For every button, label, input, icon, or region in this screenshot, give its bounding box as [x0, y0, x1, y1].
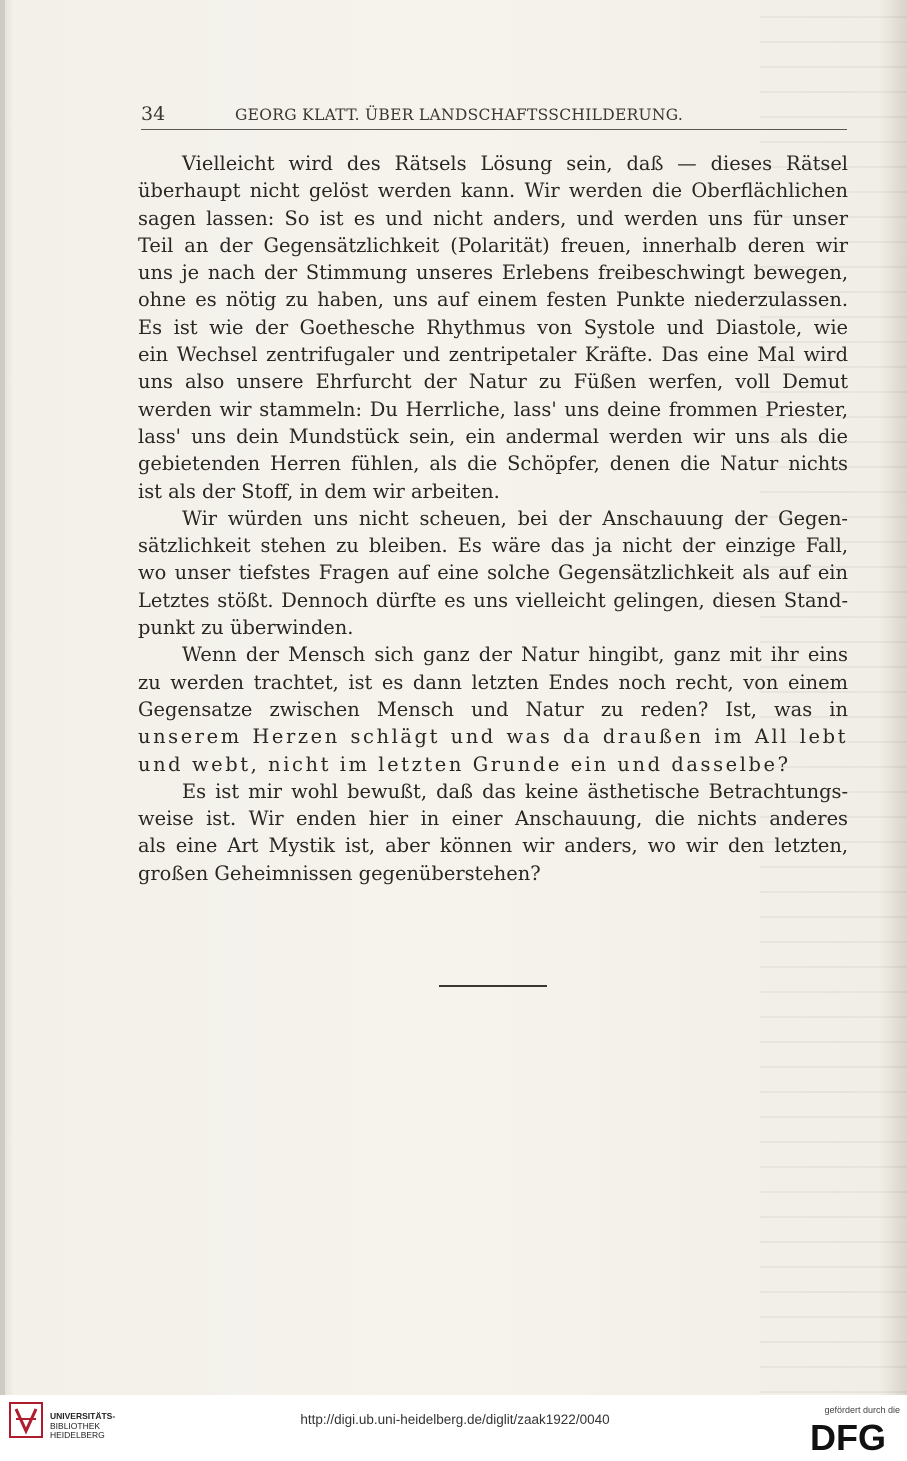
text-line: Es ist mir wohl bewußt, daß das keine ästhetische Betrachtungs- — [182, 779, 848, 803]
permalink-url[interactable]: http://digi.ub.uni-heidelberg.de/diglit/zaak1922/0040 — [300, 1412, 610, 1427]
text-line: Wir würden uns nicht scheuen, bei der Anschauung der Gegen- — [182, 506, 848, 530]
text-line: uns also unsere Ehrfurcht der Natur zu Füßen werfen, voll Demut — [138, 370, 848, 394]
text-line: wo unser tiefstes Fragen auf eine solche Gegensätzlichkeit als auf ein — [138, 561, 848, 585]
library-logo[interactable] — [8, 1401, 118, 1445]
text-line: sätzlichkeit stehen zu bleiben. Es wäre das ja nicht der einzige Fall, — [138, 534, 848, 558]
text-line: unserem Herzen schlägt und was da draußen im All lebt — [138, 725, 848, 749]
page-header — [141, 101, 847, 129]
text-line: sagen lassen: So ist es und nicht anders, und werden uns für unser — [138, 206, 848, 230]
text-line: Wenn der Mensch sich ganz der Natur hingibt, ganz mit ihr eins — [182, 643, 848, 667]
text-line: uns je nach der Stimmung unseres Erlebens freibeschwingt bewegen, — [138, 261, 848, 285]
viewer-footer — [0, 1395, 907, 1461]
text-line: ein Wechsel zentrifugaler und zentripetaler Kräfte. Das eine Mal wird — [138, 343, 848, 367]
text-line: Vielleicht wird des Rätsels Lösung sein, daß — dieses Rätsel — [182, 152, 848, 175]
text-line: als eine Art Mystik ist, aber können wir anders, wo wir den letzten, — [138, 834, 848, 858]
body-text — [138, 150, 848, 887]
section-end-rule — [439, 985, 547, 987]
page-number: 34 — [141, 103, 166, 125]
ub-heidelberg-logo-icon — [8, 1401, 44, 1439]
page-gutter-shadow — [0, 0, 5, 1395]
text-line: lass' uns dein Mundstück sein, ein andermal werden wir uns als die — [138, 424, 848, 448]
text-line: punkt zu überwinden. — [138, 616, 354, 640]
text-line: werden wir stammeln: Du Herrliche, lass' uns deine frommen Priester, — [138, 397, 848, 421]
text-line: Letztes stößt. Dennoch dürfte es uns vielleicht gelingen, diesen Stand- — [138, 588, 848, 612]
funding-caption: gefördert durch die — [824, 1405, 900, 1415]
header-rule — [141, 129, 847, 130]
text-line: Teil an der Gegensätzlichkeit (Polarität) freuen, innerhalb deren wir — [138, 233, 848, 257]
text-line: und webt, nicht im letzten Grunde ein und dasselbe? — [138, 752, 791, 776]
dfg-logo-icon[interactable] — [808, 1416, 898, 1456]
text-line: Gegensatze zwischen Mensch und Natur zu reden? Ist, was in — [138, 697, 848, 721]
text-line: überhaupt nicht gelöst werden kann. Wir werden die Oberflächlichen — [138, 179, 848, 203]
library-name-line3: HEIDELBERG — [50, 1430, 105, 1440]
text-line: großen Geheimnissen gegenüberstehen? — [138, 861, 541, 885]
running-head: GEORG KLATT. ÜBER LANDSCHAFTSSCHILDERUNG. — [235, 106, 684, 124]
library-name-line1: UNIVERSITÄTS- — [50, 1411, 116, 1421]
library-name — [50, 1412, 115, 1441]
funder-wordmark: DFG — [810, 1417, 886, 1456]
text-line: zu werden trachtet, ist es dann letzten Endes noch recht, von einem — [138, 670, 848, 694]
text-line: gebietenden Herren fühlen, als die Schöpfer, denen die Natur nichts — [138, 452, 848, 476]
library-name-line2: BIBLIOTHEK — [50, 1420, 101, 1431]
text-line: Es ist wie der Goethesche Rhythmus von Systole und Diastole, wie — [138, 315, 848, 339]
text-line: ohne es nötig zu haben, uns auf einem festen Punkte niederzulassen. — [138, 288, 848, 312]
text-line: ist als der Stoff, in dem wir arbeiten. — [138, 479, 500, 503]
text-line: weise ist. Wir enden hier in einer Anschauung, die nichts anderes — [138, 807, 848, 831]
